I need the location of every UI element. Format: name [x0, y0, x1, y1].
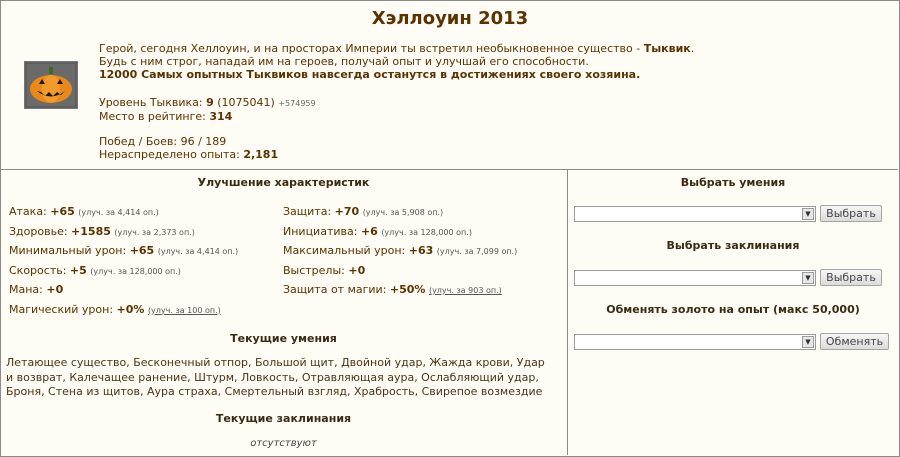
stat-value: +65	[50, 205, 75, 218]
upgrade-link: (улуч. за 128,000 оп.)	[90, 266, 181, 276]
unspent-label: Нераспределено опыта:	[99, 148, 244, 161]
stat-left-row	[9, 264, 181, 277]
level-gain: +574959	[278, 99, 316, 108]
stat-value: +65	[129, 244, 155, 257]
wins-battles: Побед / Боев: 96 / 189	[99, 135, 227, 148]
creature-name: Тыквик	[643, 42, 691, 55]
stat-label: Атака:	[9, 205, 51, 218]
chevron-down-icon[interactable]: ▼	[802, 336, 814, 348]
upgrade-link: (улуч. за 4,414 оп.)	[78, 208, 159, 217]
chevron-down-icon[interactable]: ▼	[802, 272, 814, 284]
stat-value: +1585	[71, 224, 111, 238]
stat-right-row	[283, 283, 502, 296]
choose-spell-button[interactable]: Выбрать	[820, 269, 882, 286]
upgrade-link: (улуч. за 4,414 оп.)	[157, 247, 239, 256]
upgrade-link: (улуч. за 5,908 оп.)	[362, 208, 444, 217]
stat-label: Инициатива:	[283, 224, 361, 238]
intro-text	[99, 42, 879, 81]
pumpkin-avatar	[24, 61, 78, 109]
exchange-button[interactable]: Обменять	[820, 333, 889, 350]
stat-right-row	[283, 264, 365, 277]
intro-line3: 12000 Самых опытных Тыквиков навсегда останутся в достижениях своего хозяина.	[99, 68, 641, 81]
stat-label: Минимальный урон:	[9, 244, 130, 257]
stat-label: Защита:	[283, 205, 335, 218]
stat-value: +70	[334, 205, 360, 218]
pumpkin-icon	[27, 64, 75, 106]
page-title: Хэллоуин 2013	[371, 8, 529, 29]
stat-value: +0	[46, 283, 64, 296]
stat-left-row	[9, 283, 63, 296]
choose-skill-button[interactable]: Выбрать	[820, 205, 882, 222]
upgrade-link[interactable]: (улуч. за 100 оп.)	[147, 305, 221, 315]
stat-label: Защита от магии:	[283, 283, 390, 296]
choose-skill-title: Выбрать умения	[680, 176, 786, 189]
spell-select[interactable]	[574, 270, 816, 286]
rank-value: 314	[209, 110, 233, 123]
level-label: Уровень Тыквика:	[99, 96, 207, 109]
stat-value: +0	[348, 263, 366, 277]
intro-line2: Будь с ним строг, нападай им на героев, получай опыт и улучшай его способности.	[99, 55, 589, 68]
stat-right-row	[283, 244, 517, 257]
exchange-select[interactable]	[574, 334, 816, 350]
spells-title: Текущие заклинания	[215, 412, 352, 425]
exchange-title: Обменять золото на опыт (макс 50,000)	[606, 303, 860, 316]
stat-label: Мана:	[9, 283, 47, 296]
choose-spell-title: Выбрать заклинания	[666, 239, 800, 252]
skills-title: Текущие умения	[230, 332, 337, 345]
stat-right-row	[283, 205, 443, 218]
creature-stats	[99, 96, 316, 161]
skills-list: Летающее существо, Бесконечный отпор, Большой щит, Двойной удар, Жажда крови, Удар и возврат, Калечащее ранение, Штурм, Ловкость, Отравляющая аура, Ослабляющий удар, Броня, Стена из щитов, Аура страха, Смертельный взгляд, Храбрость, Свирепое возмездие	[6, 356, 545, 398]
intro-line1-end: .	[690, 42, 695, 55]
divider-horizontal	[0, 169, 898, 170]
stat-label: Скорость:	[9, 263, 70, 277]
upgrade-link: (улуч. за 128,000 оп.)	[381, 227, 472, 237]
stat-left-row	[9, 205, 159, 218]
stat-label: Максимальный урон:	[283, 244, 409, 257]
unspent-value: 2,181	[243, 148, 279, 161]
upgrade-link: (улуч. за 7,099 оп.)	[436, 247, 518, 256]
rank-label: Место в рейтинге:	[99, 110, 210, 123]
upgrade-link: (улуч. за 2,373 оп.)	[114, 227, 195, 237]
stat-left-row	[9, 244, 238, 257]
skill-select[interactable]	[574, 206, 816, 222]
stat-label: Магический урон:	[9, 302, 117, 316]
stat-value: +6	[360, 224, 378, 238]
stat-left-row	[9, 303, 221, 316]
stat-left-row	[9, 225, 195, 238]
improve-title: Улучшение характеристик	[197, 176, 370, 189]
stat-value: +0%	[116, 302, 145, 316]
stat-label: Выстрелы:	[283, 263, 349, 277]
level-value: 9	[206, 96, 214, 109]
spells-none: отсутствуют	[250, 438, 317, 449]
intro-line1: Герой, сегодня Хеллоуин, и на просторах Империи ты встретил необыкновенное существо -	[99, 42, 644, 55]
level-exp: (1075041)	[213, 96, 279, 109]
stat-value: +5	[69, 263, 87, 277]
stat-right-row	[283, 225, 472, 238]
stat-value: +63	[408, 244, 434, 257]
upgrade-link[interactable]: (улуч. за 903 оп.)	[428, 286, 502, 295]
stat-value: +50%	[389, 283, 426, 296]
stat-label: Здоровье:	[9, 224, 72, 238]
chevron-down-icon[interactable]: ▼	[802, 208, 814, 220]
